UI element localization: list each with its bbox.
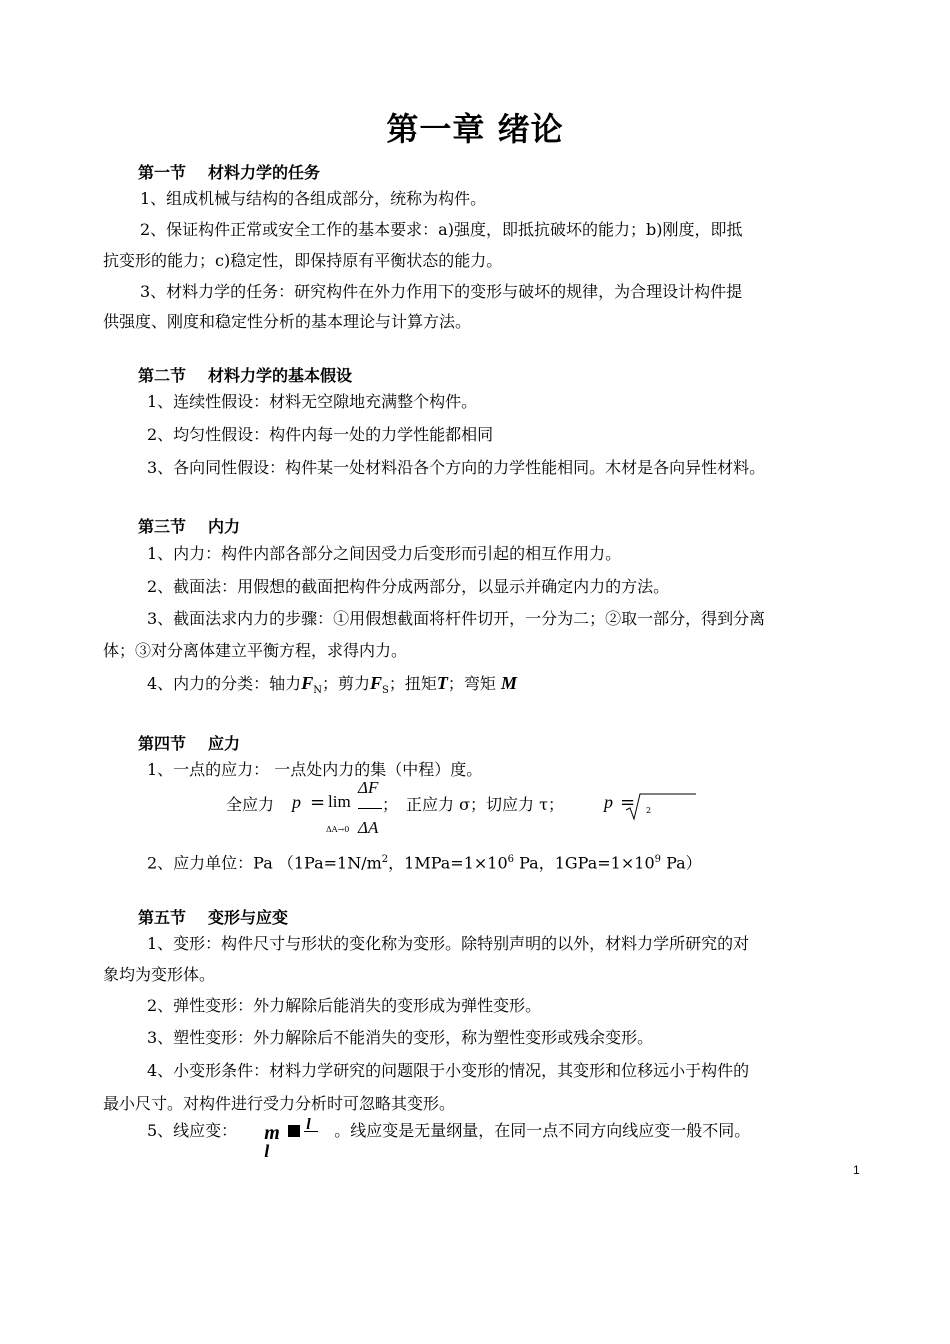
lim-subscript: ΔA→0 [326, 825, 350, 834]
section-3-heading [138, 514, 240, 537]
s3-paragraph-4 [147, 667, 517, 707]
s1-paragraph-2b: 抗变形的能力；c)稳定性，即保持原有平衡状态的能力。 [103, 251, 503, 270]
s5-paragraph-4a: 4、小变形条件：材料力学研究的问题限于小变形的情况，其变形和位移远小于构件的 [147, 1061, 750, 1080]
section-3-title: 内力 [208, 517, 241, 536]
fraction-numerator: ΔF [358, 778, 379, 797]
stress-p-symbol-2: p [604, 792, 613, 812]
s2-paragraph-3: 3、各向同性假设：构件某一处材料沿各个方向的力学性能相同。木材是各向异性材料。 [147, 458, 766, 477]
stress-unit-sup-1: 2 [381, 854, 389, 865]
s2-paragraph-2: 2、均匀性假设：构件内每一处的力学性能都相同 [147, 425, 494, 444]
s3-paragraph-3a: 3、截面法求内力的步骤：①用假想截面将杆件切开，一分为二；②取一部分，得到分离 [147, 609, 766, 628]
s5-paragraph-2: 2、弹性变形：外力解除后能消失的变形成为弹性变形。 [147, 996, 542, 1015]
linear-strain-formula [242, 1115, 334, 1161]
s5-paragraph-1a: 1、变形：构件尺寸与形状的变化称为变形。除特别声明的以外，材料力学所研究的对 [147, 934, 750, 953]
stress-formula [226, 778, 706, 842]
section-3-number: 第三节 [138, 517, 187, 536]
total-stress-label: 全应力 [226, 795, 275, 814]
strain-length-l: l [264, 1141, 270, 1161]
stress-unit-mid-2: Pa，1GPa=1×10 [514, 853, 655, 873]
equals-glyph [288, 1125, 300, 1137]
s1-paragraph-3a: 3、材料力学的任务：研究构件在外力作用下的变形与破坏的规律，为合理设计构件提 [140, 282, 743, 301]
section-2-number: 第二节 [138, 366, 187, 385]
s3-paragraph-2: 2、截面法：用假想的截面把构件分成两部分，以显示并确定内力的方法。 [147, 577, 670, 596]
s3-paragraph-1: 1、内力：构件内部各部分之间因受力后变形而引起的相互作用力。 [147, 544, 622, 563]
s5-paragraph-5 [147, 1115, 751, 1161]
equals-sign-2: = [620, 792, 636, 813]
lim-operator: lim [328, 792, 351, 811]
stress-unit-sup-2: 6 [507, 854, 515, 865]
stress-unit-mid-1: ，1MPa=1×10 [388, 853, 508, 873]
section-4-number: 第四节 [138, 734, 187, 753]
section-5-number: 第五节 [138, 908, 187, 927]
square-root-sign [624, 792, 698, 822]
formula-separator: ； [382, 795, 399, 814]
stress-unit-end: Pa） [661, 853, 702, 873]
equals-sign: = [310, 792, 326, 813]
stress-unit-sup-3: 9 [654, 854, 661, 865]
stress-unit-prefix: 2、应力单位：Pa （1Pa=1N/m [147, 853, 382, 873]
s1-paragraph-1: 1、组成机械与结构的各组成部分，统称为构件。 [140, 189, 487, 208]
s4-paragraph-1: 1、一点的应力： 一点处内力的集（中程）度。 [147, 760, 483, 779]
s5-paragraph-3: 3、塑性变形：外力解除后不能消失的变形，称为塑性变形或残余变形。 [147, 1028, 654, 1047]
strain-fraction-bar [304, 1131, 318, 1132]
axial-force-symbol: F [301, 673, 314, 693]
stress-p-symbol: p [292, 792, 301, 812]
section-2-heading [138, 363, 352, 386]
section-1-title: 材料力学的任务 [208, 163, 321, 182]
s5-paragraph-4b: 最小尺寸。对构件进行受力分析时可忽略其变形。 [103, 1094, 456, 1113]
section-5-title: 变形与应变 [208, 908, 289, 927]
section-4-heading [138, 731, 240, 754]
sqrt-exponent: 2 [646, 806, 652, 815]
strain-delta-l: l [306, 1116, 311, 1133]
s3-paragraph-3b: 体；③对分离体建立平衡方程，求得内力。 [103, 641, 408, 660]
s5-paragraph-1b: 象均为变形体。 [103, 965, 216, 984]
normal-shear-stress-text: 正应力 σ；切应力 τ； [406, 795, 564, 814]
strain-epsilon-symbol: m [264, 1122, 280, 1144]
shear-force-symbol: F [369, 673, 382, 693]
linear-strain-suffix: 。线应变是无量纲量，在同一点不同方向线应变一般不同。 [334, 1121, 751, 1140]
section-1-number: 第一节 [138, 163, 187, 182]
shear-force-subscript: S [381, 685, 389, 697]
linear-strain-prefix: 5、线应变： [147, 1121, 238, 1140]
s2-paragraph-1: 1、连续性假设：材料无空隙地充满整个构件。 [147, 392, 478, 411]
section-1-heading [138, 160, 320, 183]
fraction-denominator: ΔA [358, 818, 379, 837]
section-2-title: 材料力学的基本假设 [208, 366, 353, 385]
page-number: 1 [853, 1163, 860, 1177]
axial-force-subscript: N [313, 685, 322, 697]
chapter-title: 第一章 绪论 [386, 110, 564, 148]
fraction-bar [358, 808, 382, 809]
s4-paragraph-2 [147, 844, 702, 879]
torque-symbol: T [436, 673, 448, 693]
moment-symbol: M [500, 673, 517, 693]
moment-label: ；弯矩 [447, 674, 496, 693]
section-5-heading [138, 905, 288, 928]
internal-force-prefix: 4、内力的分类：轴力 [147, 674, 302, 693]
shear-label: ；剪力 [321, 674, 370, 693]
s1-paragraph-3b: 供强度、刚度和稳定性分析的基本理论与计算方法。 [103, 312, 472, 331]
section-4-title: 应力 [208, 734, 241, 753]
s1-paragraph-2a: 2、保证构件正常或安全工作的基本要求：a)强度，即抵抗破坏的能力；b)刚度，即抵 [140, 220, 743, 239]
torque-label: ；扭矩 [388, 674, 437, 693]
